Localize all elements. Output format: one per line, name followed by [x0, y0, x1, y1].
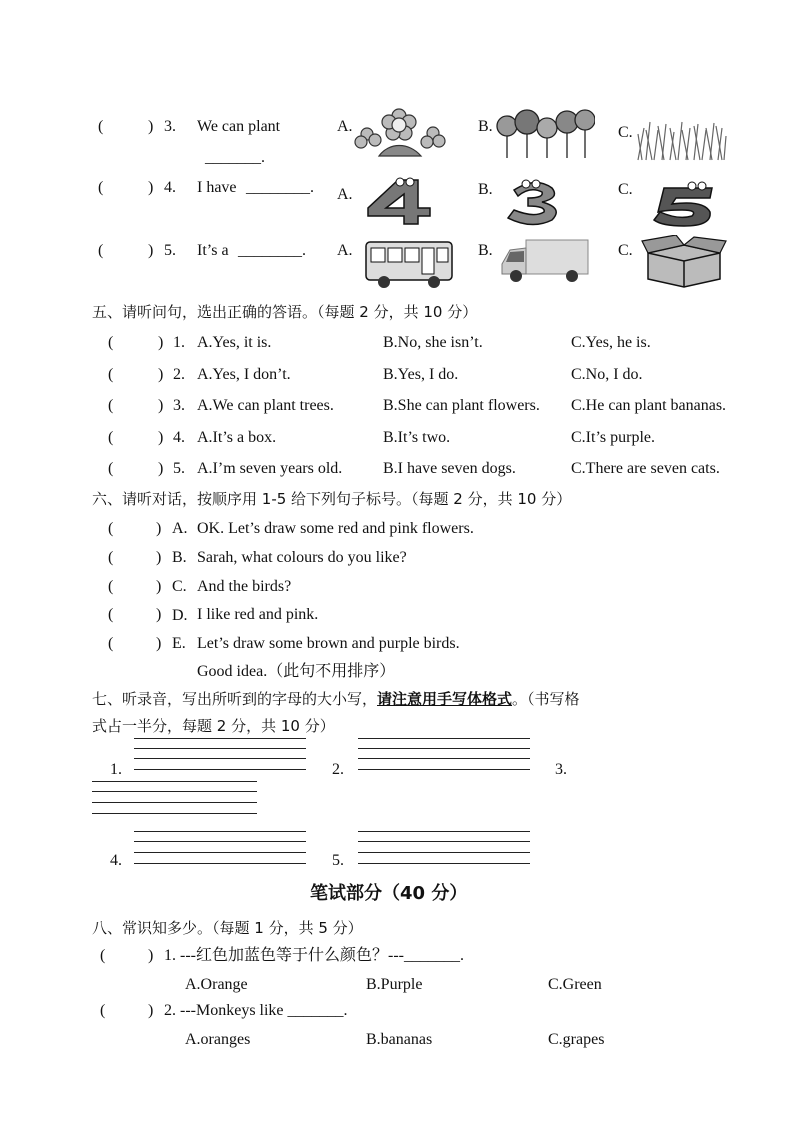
question-number: 5. [173, 460, 185, 477]
sentence-letter: B. [172, 549, 187, 566]
writing-label-1: 1. [110, 761, 122, 778]
answer-paren-close: ) [158, 397, 164, 414]
option-c: C.grapes [548, 1031, 605, 1048]
option-c: C.It’s purple. [571, 429, 655, 446]
question-blank: ________. [238, 242, 306, 259]
writing-lines-4[interactable] [134, 831, 306, 867]
question-number: 1. [173, 334, 185, 351]
question-number: 4. [173, 429, 185, 446]
option-b: B.It’s two. [383, 429, 451, 446]
sentence-text: I like red and pink. [197, 606, 319, 623]
option-b: B.She can plant flowers. [383, 397, 540, 414]
part7-heading-emphasis: 请注意用手写体格式 [377, 690, 513, 708]
answer-paren-open: ( [108, 397, 114, 414]
answer-paren-open: ( [108, 635, 114, 652]
number-5-picture [648, 180, 720, 228]
answer-paren-open: ( [108, 460, 114, 477]
option-c: C.No, I do. [571, 366, 643, 383]
writing-label-2: 2. [332, 761, 344, 778]
option-b: B.No, she isn’t. [383, 334, 483, 351]
number-3-picture [500, 176, 572, 226]
answer-paren-open: ( [108, 366, 114, 383]
part5-heading: 五、请听问句，选出正确的答语。（每题 2 分，共 10 分） [92, 303, 478, 321]
question-blank: ________. [246, 179, 314, 196]
answer-paren-close: ) [158, 460, 164, 477]
question-number: 3. [173, 397, 185, 414]
question-text: It’s a [197, 242, 229, 259]
option-b-label: B. [478, 118, 493, 135]
part7-heading [92, 689, 580, 709]
sentence-letter: D. [172, 607, 188, 624]
answer-paren-close: ) [148, 179, 154, 196]
sentence-text: And the birds? [197, 578, 292, 595]
option-b: B.bananas [366, 1031, 433, 1048]
sentence-text: Sarah, what colours do you like? [197, 549, 407, 566]
option-b: B.Purple [366, 976, 423, 993]
writing-lines-5[interactable] [358, 831, 530, 867]
answer-paren-open: ( [98, 179, 104, 196]
answer-paren-close: ) [148, 118, 154, 135]
answer-paren-close: ) [156, 635, 162, 652]
question-number: 5. [164, 242, 176, 259]
answer-paren-close: ) [158, 366, 164, 383]
trees-picture [493, 108, 595, 160]
sentence-letter: A. [172, 520, 188, 537]
writing-label-5: 5. [332, 852, 344, 869]
option-c: C.Green [548, 976, 602, 993]
answer-paren-open: ( [98, 118, 104, 135]
answer-paren-close: ) [156, 549, 162, 566]
answer-paren-open: ( [100, 947, 106, 964]
answer-paren-close: ) [156, 606, 162, 623]
answer-paren-close: ) [156, 520, 162, 537]
answer-paren-open: ( [98, 242, 104, 259]
question-number: 3. [164, 118, 176, 135]
question-stem: 1. ---红色加蓝色等于什么颜色？---_______. [164, 947, 464, 964]
option-c-label: C. [618, 242, 633, 259]
question-number: 4. [164, 179, 176, 196]
writing-lines-3[interactable] [92, 781, 257, 817]
part7-heading-text: 七、听录音，写出所听到的字母的大小写， [92, 690, 378, 708]
answer-paren-close: ) [148, 242, 154, 259]
answer-paren-open: ( [108, 520, 114, 537]
option-a-label: A. [337, 118, 353, 135]
question-blank: _______. [205, 149, 265, 166]
question-text: I have [197, 179, 237, 196]
answer-paren-open: ( [108, 429, 114, 446]
flowers-picture [349, 106, 449, 160]
writing-lines-1[interactable] [134, 738, 306, 774]
option-a: A.Orange [185, 976, 248, 993]
sentence-text: Let’s draw some brown and purple birds. [197, 635, 460, 652]
option-c: C.He can plant bananas. [571, 397, 727, 414]
answer-paren-close: ) [148, 1002, 154, 1019]
answer-paren-open: ( [100, 1002, 106, 1019]
grass-picture [636, 118, 728, 162]
answer-paren-open: ( [108, 606, 114, 623]
option-a-label: A. [337, 186, 353, 203]
box-picture [640, 235, 728, 289]
bus-picture [364, 238, 456, 290]
answer-paren-close: ) [148, 947, 154, 964]
option-a: A.It’s a box. [197, 429, 277, 446]
option-b-label: B. [478, 181, 493, 198]
sentence-letter: C. [172, 578, 187, 595]
question-number: 2. [173, 366, 185, 383]
option-b: B.Yes, I do. [383, 366, 459, 383]
question-text: We can plant [197, 118, 281, 135]
writing-label-3: 3. [555, 761, 567, 778]
option-a: A.oranges [185, 1031, 251, 1048]
option-a: A.We can plant trees. [197, 397, 334, 414]
option-b: B.I have seven dogs. [383, 460, 516, 477]
option-c: C.There are seven cats. [571, 460, 720, 477]
sentence-letter: E. [172, 635, 186, 652]
answer-paren-open: ( [108, 578, 114, 595]
unordered-sentence: Good idea.（此句不用排序） [197, 663, 396, 680]
written-section-title: 笔试部分（40 分） [310, 883, 468, 904]
answer-paren-close: ) [158, 429, 164, 446]
option-a: A.Yes, I don’t. [197, 366, 291, 383]
answer-paren-close: ) [156, 578, 162, 595]
sentence-text: OK. Let’s draw some red and pink flowers. [197, 520, 474, 537]
option-b-label: B. [478, 242, 493, 259]
number-4-picture [360, 176, 436, 226]
option-c-label: C. [618, 124, 633, 141]
option-a: A.Yes, it is. [197, 334, 272, 351]
writing-lines-2[interactable] [358, 738, 530, 774]
part8-heading: 八、常识知多少。（每题 1 分，共 5 分） [92, 919, 363, 937]
option-c: C.Yes, he is. [571, 334, 651, 351]
option-a: A.I’m seven years old. [197, 460, 343, 477]
part7-heading-line2: 式占一半分，每题 2 分，共 10 分） [92, 717, 335, 735]
answer-paren-open: ( [108, 549, 114, 566]
option-a-label: A. [337, 242, 353, 259]
part6-heading: 六、请听对话，按顺序用 1-5 给下列句子标号。（每题 2 分，共 10 分） [92, 490, 572, 508]
van-picture [498, 236, 590, 286]
writing-label-4: 4. [110, 852, 122, 869]
part7-heading-tail: 。（书写格 [512, 690, 580, 708]
option-c-label: C. [618, 181, 633, 198]
answer-paren-close: ) [158, 334, 164, 351]
answer-paren-open: ( [108, 334, 114, 351]
question-stem: 2. ---Monkeys like _______. [164, 1002, 348, 1019]
